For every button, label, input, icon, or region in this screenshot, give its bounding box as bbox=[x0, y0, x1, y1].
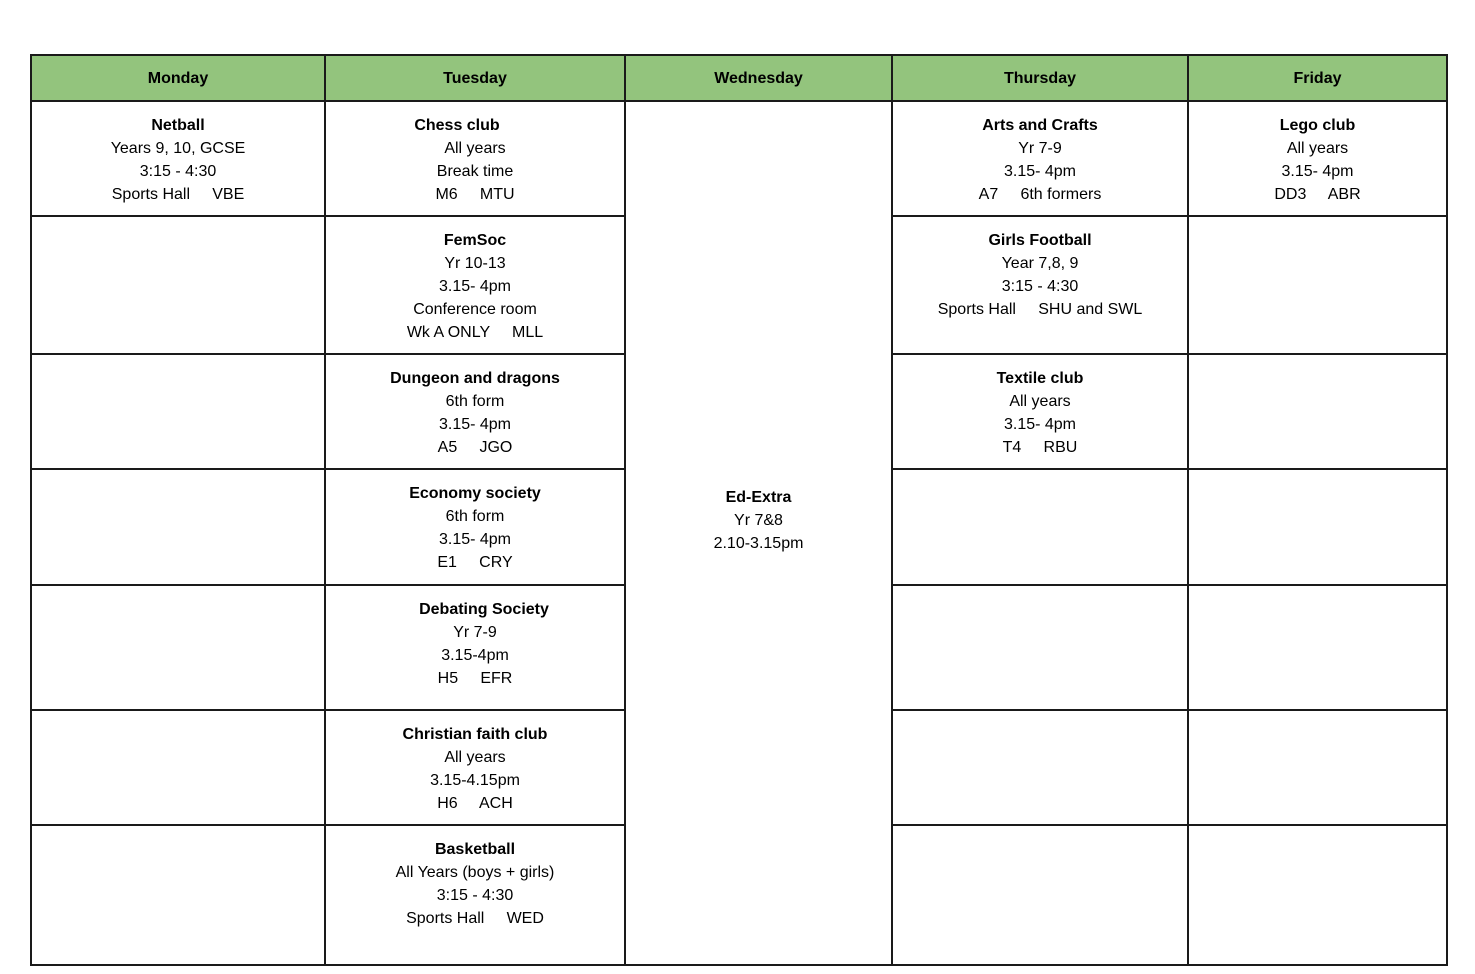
header-friday: Friday bbox=[1188, 55, 1447, 101]
club-time: 3.15-4pm bbox=[441, 647, 509, 664]
club-name: FemSoc bbox=[443, 232, 507, 249]
club-name: Textile club bbox=[996, 370, 1084, 387]
header-tuesday: Tuesday bbox=[325, 55, 625, 101]
cell-friday-empty bbox=[1188, 354, 1447, 469]
cell-thursday-empty bbox=[892, 710, 1188, 825]
club-name: Debating Society bbox=[419, 601, 549, 618]
header-row bbox=[31, 55, 1447, 101]
club-room: Conference room bbox=[413, 301, 537, 318]
club-time: 3.15-4.15pm bbox=[430, 772, 520, 789]
cell-monday-empty bbox=[31, 585, 325, 710]
club-time: 3.15- 4pm bbox=[438, 278, 512, 295]
club-room: DD3 ABR bbox=[1274, 186, 1361, 203]
club-time: 3.15- 4pm bbox=[438, 416, 512, 433]
club-name: Ed-Extra bbox=[725, 488, 792, 506]
cell-thursday-textile bbox=[892, 354, 1188, 469]
club-room: E1 CRY bbox=[437, 554, 513, 571]
cell-wednesday-edextra bbox=[625, 101, 892, 965]
cell-monday-empty bbox=[31, 216, 325, 354]
cell-thursday-empty bbox=[892, 825, 1188, 965]
header-monday: Monday bbox=[31, 55, 325, 101]
cell-monday-empty bbox=[31, 469, 325, 585]
club-room: Sports Hall VBE bbox=[111, 186, 245, 203]
cell-monday-empty bbox=[31, 354, 325, 469]
club-name: Economy society bbox=[409, 485, 541, 502]
club-name: Chess club bbox=[414, 117, 500, 134]
club-name: Netball bbox=[151, 117, 205, 134]
club-years: Year 7,8, 9 bbox=[1001, 255, 1079, 272]
club-years: 6th form bbox=[445, 508, 505, 525]
table-row bbox=[31, 101, 1447, 216]
club-name: Basketball bbox=[434, 841, 516, 858]
cell-monday-empty bbox=[31, 710, 325, 825]
cell-tuesday-economy bbox=[325, 469, 625, 585]
club-years: All years bbox=[1286, 140, 1349, 157]
club-years: 6th form bbox=[445, 393, 505, 410]
cell-friday-empty bbox=[1188, 825, 1447, 965]
cell-friday-empty bbox=[1188, 585, 1447, 710]
club-years: All years bbox=[444, 749, 506, 766]
club-time: 3:15 - 4:30 bbox=[1001, 278, 1079, 295]
cell-thursday-arts bbox=[892, 101, 1188, 216]
cell-monday-empty bbox=[31, 825, 325, 965]
cell-thursday-empty bbox=[892, 585, 1188, 710]
club-name: Arts and Crafts bbox=[982, 117, 1098, 134]
club-time: 3.15- 4pm bbox=[1003, 163, 1077, 180]
club-room: H6 ACH bbox=[437, 795, 513, 812]
club-time: 3.15- 4pm bbox=[1003, 416, 1077, 433]
club-years: All years bbox=[1009, 393, 1071, 410]
cell-thursday-football bbox=[892, 216, 1188, 354]
cell-tuesday-basketball bbox=[325, 825, 625, 965]
club-time: 3.15- 4pm bbox=[1281, 163, 1354, 180]
club-room: T4 RBU bbox=[1002, 439, 1078, 456]
club-room: M6 MTU bbox=[435, 186, 515, 203]
club-note: Wk A ONLY MLL bbox=[406, 324, 544, 341]
club-name: Lego club bbox=[1279, 117, 1356, 134]
cell-tuesday-chess bbox=[325, 101, 625, 216]
club-name: Dungeon and dragons bbox=[390, 370, 560, 387]
club-time: 3:15 - 4:30 bbox=[139, 163, 217, 180]
club-time: Break time bbox=[436, 163, 514, 180]
club-years: All years bbox=[444, 140, 506, 157]
club-years: Yr 7-9 bbox=[1018, 140, 1062, 157]
header-thursday: Thursday bbox=[892, 55, 1188, 101]
cell-tuesday-debating bbox=[325, 585, 625, 710]
club-room: A5 JGO bbox=[437, 439, 513, 456]
club-room: A7 6th formers bbox=[978, 186, 1102, 203]
club-room: Sports Hall WED bbox=[406, 910, 544, 927]
club-room: H5 EFR bbox=[437, 670, 513, 687]
club-years: Years 9, 10, GCSE bbox=[110, 140, 246, 157]
cell-friday-empty bbox=[1188, 710, 1447, 825]
club-time: 3:15 - 4:30 bbox=[436, 887, 514, 904]
cell-monday-netball bbox=[31, 101, 325, 216]
cell-thursday-empty bbox=[892, 469, 1188, 585]
cell-tuesday-christian bbox=[325, 710, 625, 825]
club-time: 2.10-3.15pm bbox=[713, 534, 804, 552]
club-years: All Years (boys + girls) bbox=[395, 864, 555, 881]
club-years: Yr 7&8 bbox=[734, 511, 783, 529]
cell-friday-lego bbox=[1188, 101, 1447, 216]
cell-tuesday-dnd bbox=[325, 354, 625, 469]
club-name: Girls Football bbox=[988, 232, 1092, 249]
club-room: Sports Hall SHU and SWL bbox=[937, 301, 1143, 318]
club-timetable bbox=[30, 54, 1448, 966]
club-years: Yr 7-9 bbox=[453, 624, 497, 641]
club-name: Christian faith club bbox=[402, 726, 548, 743]
club-years: Yr 10-13 bbox=[444, 255, 506, 272]
header-wednesday: Wednesday bbox=[625, 55, 892, 101]
club-time: 3.15- 4pm bbox=[438, 531, 512, 548]
cell-friday-empty bbox=[1188, 216, 1447, 354]
cell-tuesday-femsoc bbox=[325, 216, 625, 354]
cell-friday-empty bbox=[1188, 469, 1447, 585]
